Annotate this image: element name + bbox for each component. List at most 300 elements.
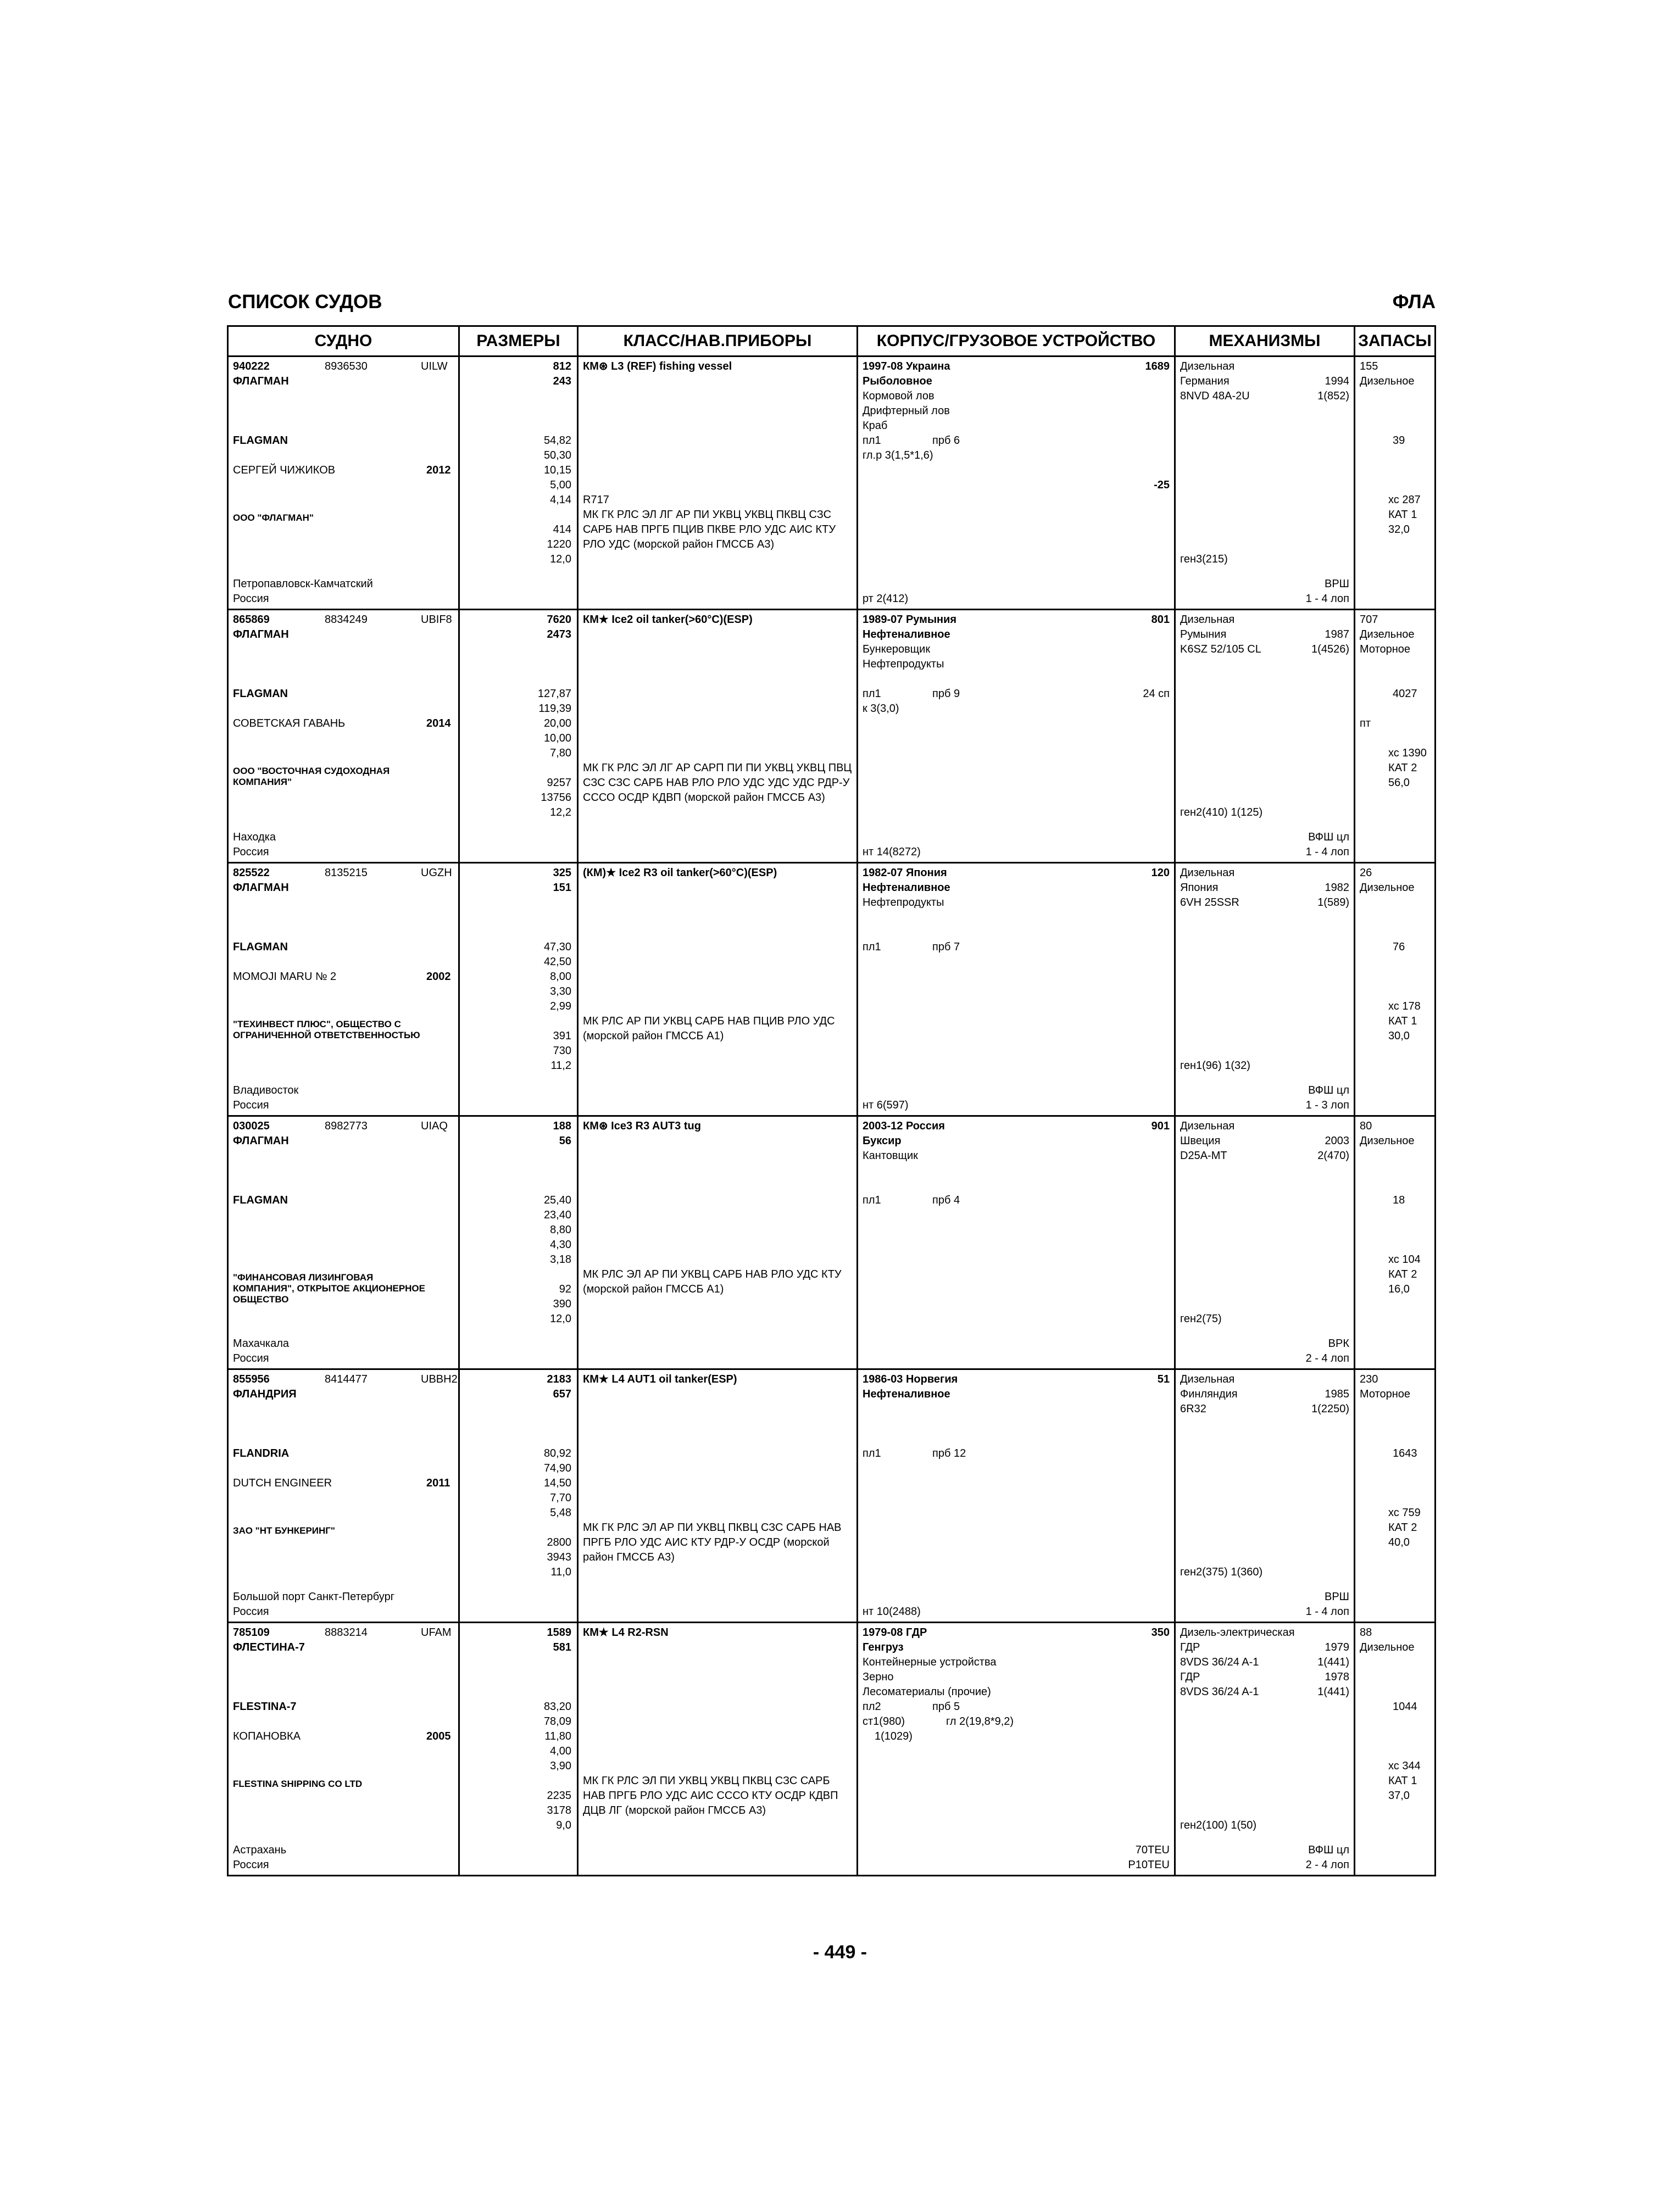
- hull-cell: [858, 357, 1174, 609]
- vessel-record: [228, 1116, 1436, 1369]
- teu-capacity-2: P10TEU: [1128, 1859, 1170, 1871]
- flag-country: Россия: [233, 846, 269, 858]
- deck-count: пл1: [863, 941, 881, 953]
- propeller-blades: 2 - 4 лоп: [1305, 1352, 1349, 1364]
- flag-country: Россия: [233, 1606, 269, 1618]
- vessel-name-latin: FLAGMAN: [233, 434, 288, 447]
- vessel-type: Нефтеналивное: [863, 628, 950, 640]
- column-header-class: КЛАСС/НАВ.ПРИБОРЫ: [578, 326, 858, 356]
- engine-kind: Дизельная: [1180, 360, 1235, 372]
- endurance: 37,0: [1388, 1790, 1410, 1802]
- fuel-type: Дизельное: [1360, 375, 1415, 387]
- hold-capacity: нт 14(8272): [863, 846, 921, 858]
- dim-depth: 3,30: [550, 985, 571, 998]
- category: КАТ 1: [1388, 509, 1417, 521]
- speed-knots: 11,0: [550, 1566, 571, 1578]
- water-stores: 1044: [1393, 1701, 1417, 1713]
- imo-number: 8414477: [325, 1373, 368, 1385]
- column-header-row: [228, 326, 1436, 356]
- hold-capacity: рт 2(412): [863, 593, 909, 605]
- machinery-cell: [1176, 1117, 1354, 1368]
- vessel-cell: [229, 1370, 458, 1622]
- owner-name: ООО "ФЛАГМАН": [233, 512, 314, 523]
- flag-country: Россия: [233, 1859, 269, 1871]
- gross-tonnage: 1589: [547, 1626, 571, 1639]
- net-tonnage: 151: [553, 882, 571, 894]
- dim-depth: 4,30: [550, 1239, 571, 1251]
- bulkheads: прб 6: [932, 434, 960, 447]
- stores-note: пт: [1360, 717, 1371, 729]
- propeller-blades: 1 - 4 лоп: [1305, 593, 1349, 605]
- engine-model: D25A-MT: [1180, 1150, 1227, 1162]
- engine-country: Япония: [1180, 882, 1219, 894]
- dimensions-cell: [460, 1370, 577, 1622]
- reg-number: 855956: [233, 1373, 270, 1385]
- reg-number: 785109: [233, 1626, 270, 1639]
- engine-year: 1985: [1325, 1388, 1349, 1400]
- dim-draught: 2,99: [550, 1000, 571, 1012]
- class-notation: КМ★ L4 AUT1 oil tanker(ESP): [583, 1373, 737, 1385]
- bulkheads: прб 4: [932, 1194, 960, 1206]
- class-cell: [578, 1370, 856, 1622]
- hatch-note: гл 2(19,8*9,2): [946, 1715, 1014, 1728]
- propeller-type: ВФШ цл: [1308, 831, 1349, 843]
- engine-year: 1979: [1325, 1641, 1349, 1653]
- deck-count: пл1: [863, 434, 881, 447]
- call-sign: UIAQ: [421, 1120, 448, 1132]
- category: КАТ 2: [1388, 1268, 1417, 1280]
- fuel-quantity: 88: [1360, 1626, 1372, 1639]
- call-sign: UFAM: [421, 1626, 452, 1639]
- water-stores: 76: [1393, 941, 1405, 953]
- deadweight: 92: [559, 1283, 571, 1295]
- bulkheads: прб 5: [932, 1701, 960, 1713]
- build-info: 1989-07 Румыния: [863, 614, 957, 626]
- propeller-blades: 1 - 3 лоп: [1305, 1099, 1349, 1111]
- propeller-blades: 1 - 4 лоп: [1305, 846, 1349, 858]
- vessel-record: [228, 610, 1436, 863]
- gross-tonnage: 812: [553, 360, 571, 372]
- fuel-type: Дизельное: [1360, 628, 1415, 640]
- type-descr-2: Зерно: [863, 1671, 894, 1683]
- stores-cell: [1355, 357, 1434, 609]
- page-title: СПИСОК СУДОВ: [228, 291, 382, 313]
- dimensions-cell: [460, 1117, 577, 1368]
- fuel-type-2: Моторное: [1360, 643, 1411, 655]
- owner-name: ООО "ВОСТОЧНАЯ СУДОХОДНАЯ КОМПАНИЯ": [233, 766, 390, 787]
- vessel-name-latin: FLAGMAN: [233, 941, 288, 953]
- vessel-type: Нефтеналивное: [863, 882, 950, 894]
- hold-temperature: -25: [1154, 479, 1170, 491]
- water-stores: 18: [1393, 1194, 1405, 1206]
- category: КАТ 1: [1388, 1775, 1417, 1787]
- generators: ген3(215): [1180, 553, 1228, 565]
- type-descr-2: Дрифтерный лов: [863, 405, 950, 417]
- propeller-blades: 2 - 4 лоп: [1305, 1859, 1349, 1871]
- dim-length-overall: 25,40: [543, 1194, 571, 1206]
- vessel-name-latin: FLAGMAN: [233, 688, 288, 700]
- vessel-cell: [229, 1623, 458, 1875]
- nav-equipment: МК ГК РЛС ЭЛ АР ПИ УКВЦ ПКВЦ СЗС САРБ НАВ ПРГБ РЛО УДС АИС КТУ РДР-У ОСДР (морской район ГМССБ А3): [583, 1522, 842, 1563]
- build-number: 1689: [1145, 360, 1170, 372]
- vessel-record: [228, 1369, 1436, 1623]
- reg-number: 825522: [233, 867, 270, 879]
- hatch-note-2: 1(1029): [875, 1730, 913, 1742]
- deadweight: 2800: [547, 1536, 571, 1548]
- fuel-type: Дизельное: [1360, 1135, 1415, 1147]
- endurance: 16,0: [1388, 1283, 1410, 1295]
- former-name: КОПАНОВКА: [233, 1730, 301, 1742]
- column-header-dimensions: РАЗМЕРЫ: [459, 326, 578, 356]
- engine-model: 8VDS 36/24 A-1: [1180, 1656, 1259, 1668]
- call-sign: UBIF8: [421, 614, 452, 626]
- flag-country: Россия: [233, 1099, 269, 1111]
- call-sign: UGZH: [421, 867, 452, 879]
- machinery-cell: [1176, 1370, 1354, 1622]
- dimensions-cell: [460, 1623, 577, 1875]
- generators: ген2(410) 1(125): [1180, 806, 1263, 818]
- generators: ген1(96) 1(32): [1180, 1060, 1250, 1072]
- type-descr-1: Кормовой лов: [863, 390, 934, 402]
- dim-length-pp: 42,50: [543, 956, 571, 968]
- dimensions-cell: [460, 864, 577, 1115]
- vessel-name-latin: FLAGMAN: [233, 1194, 288, 1206]
- former-name: СЕРГЕЙ ЧИЖИКОВ: [233, 464, 336, 476]
- engine-kind: Дизельная: [1180, 867, 1235, 879]
- dimensions-cell: [460, 357, 577, 609]
- deck-count: пл1: [863, 688, 881, 700]
- fuel-quantity: 230: [1360, 1373, 1378, 1385]
- engine-year: 1987: [1325, 628, 1349, 640]
- engine-year: 2003: [1325, 1135, 1349, 1147]
- autonomy: хс 178: [1388, 1000, 1421, 1012]
- former-name-year: 2014: [426, 717, 451, 729]
- section-code: ФЛА: [1392, 291, 1436, 313]
- engine-country: ГДР: [1180, 1641, 1200, 1653]
- stores-cell: [1355, 864, 1434, 1115]
- speed-knots: 12,2: [550, 806, 571, 818]
- category: КАТ 2: [1388, 1522, 1417, 1534]
- class-cell: [578, 357, 856, 609]
- class-notation: КМ★ L4 R2-RSN: [583, 1626, 669, 1639]
- stores-cell: [1355, 1370, 1434, 1622]
- hull-cell: [858, 1370, 1174, 1622]
- nav-equipment: МК ГК РЛС ЭЛ ЛГ АР ПИ УКВЦ УКВЦ ПКВЦ СЗС САРБ НАВ ПРГБ ПЦИВ ПКВЕ РЛО УДС АИС КТУ РЛО УДС (морской район ГМССБ А3): [583, 509, 836, 550]
- stores-cell: [1355, 610, 1434, 862]
- engine-power: 2(470): [1317, 1150, 1349, 1162]
- build-info: 1986-03 Норвегия: [863, 1373, 958, 1385]
- dim-draught: 7,80: [550, 747, 571, 759]
- reg-number: 865869: [233, 614, 270, 626]
- engine-country: Швеция: [1180, 1135, 1221, 1147]
- vessel-cell: [229, 610, 458, 862]
- hull-cell: [858, 1117, 1174, 1368]
- former-name-year: 2002: [426, 971, 451, 983]
- column-header-vessel: СУДНО: [228, 326, 459, 356]
- engine-country: Германия: [1180, 375, 1230, 387]
- water-stores: 39: [1393, 434, 1405, 447]
- former-name: MOMOJI MARU № 2: [233, 971, 337, 983]
- dim-draught: 3,90: [550, 1760, 571, 1772]
- vessel-name: ФЛАГМАН: [233, 375, 289, 387]
- engine-model: 6VH 25SSR: [1180, 896, 1239, 909]
- vessel-record: [228, 863, 1436, 1116]
- build-info: 2003-12 Россия: [863, 1120, 945, 1132]
- machinery-cell: [1176, 864, 1354, 1115]
- engine-power: 1(852): [1317, 390, 1349, 402]
- flag-country: Россия: [233, 1352, 269, 1364]
- vessel-type: Нефтеналивное: [863, 1388, 950, 1400]
- class-notation: КМ★ Ice2 oil tanker(>60°C)(ESP): [583, 614, 753, 626]
- dim-depth: 10,00: [543, 732, 571, 744]
- class-notation: КМ⊛ Ice3 R3 AUT3 tug: [583, 1120, 701, 1132]
- class-notation: КМ⊛ L3 (REF) fishing vessel: [583, 360, 732, 372]
- vessel-type: Генгруз: [863, 1641, 904, 1653]
- gross-tonnage: 188: [553, 1120, 571, 1132]
- nav-equipment: МК РЛС АР ПИ УКВЦ САРБ НАВ ПЦИВ РЛО УДС (морской район ГМССБ А1): [583, 1015, 835, 1042]
- engine-kind: Дизельная: [1180, 1120, 1235, 1132]
- flag-country: Россия: [233, 593, 269, 605]
- reg-number: 940222: [233, 360, 270, 372]
- fuel-type: Дизельное: [1360, 882, 1415, 894]
- fuel-quantity: 26: [1360, 867, 1372, 879]
- fuel-quantity: 80: [1360, 1120, 1372, 1132]
- vessel-name-latin: FLESTINA-7: [233, 1701, 297, 1713]
- nav-equipment: МК РЛС ЭЛ АР ПИ УКВЦ САРБ НАВ РЛО УДС КТУ (морской район ГМССБ А1): [583, 1268, 842, 1295]
- hold-capacity: нт 6(597): [863, 1099, 909, 1111]
- former-name: СОВЕТСКАЯ ГАВАНЬ: [233, 717, 346, 729]
- autonomy: хс 104: [1388, 1254, 1421, 1266]
- fuel-quantity: 707: [1360, 614, 1378, 626]
- owner-name: ЗАО "НТ БУНКЕРИНГ": [233, 1525, 335, 1536]
- page-number: - 449 -: [813, 1942, 867, 1963]
- hull-cell: [858, 610, 1174, 862]
- autonomy: хс 1390: [1388, 747, 1427, 759]
- vessel-name: ФЛЕСТИНА-7: [233, 1641, 305, 1653]
- engine-year: 1982: [1325, 882, 1349, 894]
- home-port: Владивосток: [233, 1084, 299, 1096]
- stores-cell: [1355, 1117, 1434, 1368]
- vessel-name-latin: FLANDRIA: [233, 1447, 290, 1459]
- dim-depth: 7,70: [550, 1492, 571, 1504]
- dim-breadth: 20,00: [543, 717, 571, 729]
- engine-kind: Дизельная: [1180, 1373, 1235, 1385]
- dim-length-pp: 78,09: [543, 1715, 571, 1728]
- home-port: Астрахань: [233, 1844, 287, 1856]
- category: КАТ 1: [1388, 1015, 1417, 1027]
- hold-capacity: нт 10(2488): [863, 1606, 921, 1618]
- type-descr-1: Кантовщик: [863, 1150, 918, 1162]
- engine-power: 1(2250): [1311, 1403, 1349, 1415]
- dim-breadth: 8,80: [550, 1224, 571, 1236]
- autonomy: хс 759: [1388, 1507, 1421, 1519]
- type-descr-3: Краб: [863, 420, 888, 432]
- vessel-cell: [229, 864, 458, 1115]
- dim-length-pp: 50,30: [543, 449, 571, 461]
- build-info: 1979-08 ГДР: [863, 1626, 927, 1639]
- owner-name: FLESTINA SHIPPING CO LTD: [233, 1779, 363, 1789]
- propeller-blades: 1 - 4 лоп: [1305, 1606, 1349, 1618]
- gross-tonnage: 325: [553, 867, 571, 879]
- propeller-type: ВРШ: [1324, 578, 1349, 590]
- vessel-name: ФЛАГМАН: [233, 882, 289, 894]
- category: КАТ 2: [1388, 762, 1417, 774]
- speed-knots: 12,0: [550, 553, 571, 565]
- water-stores: 1643: [1393, 1447, 1417, 1459]
- deadweight: 9257: [547, 777, 571, 789]
- propeller-type: ВРШ: [1324, 1591, 1349, 1603]
- generators: ген2(100) 1(50): [1180, 1819, 1257, 1831]
- engine-model: 6R32: [1180, 1403, 1206, 1415]
- endurance: 40,0: [1388, 1536, 1410, 1548]
- engine2-model: 8VDS 36/24 A-1: [1180, 1686, 1259, 1698]
- class-cell: [578, 1623, 856, 1875]
- build-number: 801: [1151, 614, 1170, 626]
- machinery-cell: [1176, 610, 1354, 862]
- dim-depth: 4,00: [550, 1745, 571, 1757]
- displacement: 390: [553, 1298, 571, 1310]
- deck-count: пл1: [863, 1194, 881, 1206]
- propeller-type: ВФШ цл: [1308, 1844, 1349, 1856]
- bulkheads: прб 7: [932, 941, 960, 953]
- engine-model: 8NVD 48A-2U: [1180, 390, 1250, 402]
- dim-breadth: 14,50: [543, 1477, 571, 1489]
- class-cell: [578, 610, 856, 862]
- net-tonnage: 581: [553, 1641, 571, 1653]
- bulkheads: прб 12: [932, 1447, 966, 1459]
- dim-length-pp: 23,40: [543, 1209, 571, 1221]
- engine-power: 1(589): [1317, 896, 1349, 909]
- column-header-machinery: МЕХАНИЗМЫ: [1175, 326, 1355, 356]
- build-number: 901: [1151, 1120, 1170, 1132]
- dim-draught: 3,18: [550, 1254, 571, 1266]
- dim-length-overall: 127,87: [537, 688, 571, 700]
- dim-length-overall: 80,92: [543, 1447, 571, 1459]
- displacement: 730: [553, 1045, 571, 1057]
- speed-knots: 11,2: [550, 1060, 571, 1072]
- dim-breadth: 10,15: [543, 464, 571, 476]
- net-tonnage: 243: [553, 375, 571, 387]
- vessel-record: [228, 1623, 1436, 1876]
- reg-number: 030025: [233, 1120, 270, 1132]
- former-name-year: 2011: [426, 1477, 450, 1489]
- imo-number: 8834249: [325, 614, 368, 626]
- build-info: 1997-08 Украина: [863, 360, 950, 372]
- dim-length-overall: 83,20: [543, 1701, 571, 1713]
- build-number: 51: [1157, 1373, 1170, 1385]
- bulkheads: прб 9: [932, 688, 960, 700]
- propeller-type: ВФШ цл: [1308, 1084, 1349, 1096]
- vessel-register-table: [227, 325, 1436, 1876]
- dim-breadth: 11,80: [544, 1730, 571, 1742]
- dim-depth: 5,00: [550, 479, 571, 491]
- displacement: 3178: [547, 1804, 571, 1817]
- column-header-stores: ЗАПАСЫ: [1355, 326, 1436, 356]
- machinery-cell: [1176, 1623, 1354, 1875]
- vessel-cell: [229, 1117, 458, 1368]
- speed-knots: 12,0: [550, 1313, 571, 1325]
- imo-number: 8936530: [325, 360, 368, 372]
- cargo-gear: к 3(3,0): [863, 703, 899, 715]
- net-tonnage: 2473: [547, 628, 571, 640]
- cargo-gear: гл.р 3(1,5*1,6): [863, 449, 933, 461]
- former-name-year: 2005: [426, 1730, 451, 1742]
- machinery-cell: [1176, 357, 1354, 609]
- vessel-name: ФЛАГМАН: [233, 1135, 289, 1147]
- type-descr-1: Контейнерные устройства: [863, 1656, 997, 1668]
- engine-year: 1994: [1325, 375, 1349, 387]
- column-header-hull: КОРПУС/ГРУЗОВОЕ УСТРОЙСТВО: [858, 326, 1175, 356]
- endurance: 32,0: [1388, 523, 1410, 536]
- class-notation: (КМ)★ Ice2 R3 oil tanker(>60°C)(ESP): [583, 867, 777, 879]
- build-number: 120: [1151, 867, 1170, 879]
- teu-capacity: 70TEU: [1135, 1844, 1170, 1856]
- owner-name: "ТЕХИНВЕСТ ПЛЮС", ОБЩЕСТВО С ОГРАНИЧЕННОЙ ОТВЕТСТВЕННОСТЬЮ: [233, 1019, 420, 1040]
- water-stores: 4027: [1393, 688, 1417, 700]
- deadweight: 414: [553, 523, 571, 536]
- type-descr-3: Лесоматериалы (прочие): [863, 1686, 991, 1698]
- engine-kind: Дизель-электрическая: [1180, 1626, 1295, 1639]
- hull-cell: [858, 864, 1174, 1115]
- build-info: 1982-07 Япония: [863, 867, 947, 879]
- hull-cell: [858, 1623, 1174, 1875]
- net-tonnage: 657: [553, 1388, 571, 1400]
- dim-draught: 5,48: [550, 1507, 571, 1519]
- vessel-cell: [229, 357, 458, 609]
- deadweight: 391: [553, 1030, 571, 1042]
- fuel-quantity: 155: [1360, 360, 1378, 372]
- former-name-year: 2012: [426, 464, 451, 476]
- vessel-type: Буксир: [863, 1135, 902, 1147]
- home-port: Махачкала: [233, 1338, 289, 1350]
- imo-number: 8883214: [325, 1626, 368, 1639]
- speed-knots: 9,0: [556, 1819, 571, 1831]
- vessel-name: ФЛАГМАН: [233, 628, 289, 640]
- endurance: 30,0: [1388, 1030, 1410, 1042]
- generators: ген2(75): [1180, 1313, 1222, 1325]
- build-number: 350: [1151, 1626, 1170, 1639]
- home-port: Петропавловск-Камчатский: [233, 578, 373, 590]
- home-port: Большой порт Санкт-Петербург: [233, 1591, 395, 1603]
- class-cell: [578, 864, 856, 1115]
- dim-length-overall: 54,82: [543, 434, 571, 447]
- fuel-type: Дизельное: [1360, 1641, 1415, 1653]
- type-descr-1: Бункеровщик: [863, 643, 931, 655]
- displacement: 1220: [547, 538, 571, 550]
- class-cell: [578, 1117, 856, 1368]
- gross-tonnage: 2183: [547, 1373, 571, 1385]
- autonomy: хс 287: [1388, 494, 1421, 506]
- home-port: Находка: [233, 831, 276, 843]
- engine2-year: 1978: [1325, 1671, 1349, 1683]
- vessel-record: [228, 356, 1436, 610]
- stores-cell: [1355, 1623, 1434, 1875]
- engine-power: 1(4526): [1311, 643, 1349, 655]
- imo-number: 8135215: [325, 867, 368, 879]
- propeller-type: ВРК: [1328, 1338, 1349, 1350]
- nav-equipment: МК ГК РЛС ЭЛ ЛГ АР САРП ПИ ПИ УКВЦ УКВЦ ПВЦ СЗС СЗС САРБ НАВ РЛО РЛО УДС УДС УДС РДР-У СССО ОСДР КДВП (морской район ГМССБ А3): [583, 762, 852, 804]
- engine-model: K6SZ 52/105 CL: [1180, 643, 1261, 655]
- call-sign: UILW: [421, 360, 448, 372]
- dimensions-cell: [460, 610, 577, 862]
- cargo-gear: ст1(980): [863, 1715, 905, 1728]
- endurance: 56,0: [1388, 777, 1410, 789]
- deadweight: 2235: [547, 1790, 571, 1802]
- nav-equipment: МК ГК РЛС ЭЛ ПИ УКВЦ УКВЦ ПКВЦ СЗС САРБ НАВ ПРГБ РЛО УДС АИС СССО КТУ ОСДР КДВП ДЦВ ЛГ (морской район ГМССБ А3): [583, 1775, 838, 1817]
- call-sign: UBBH2: [421, 1373, 458, 1385]
- type-descr-1: Нефтепродукты: [863, 896, 944, 909]
- displacement: 13756: [541, 792, 571, 804]
